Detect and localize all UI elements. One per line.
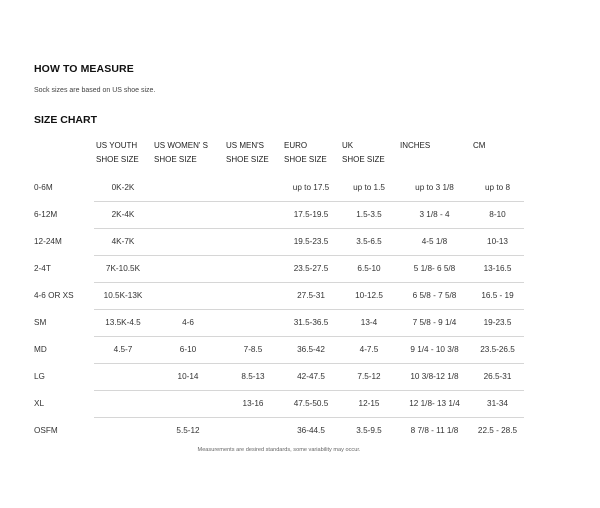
table-row bbox=[34, 310, 524, 337]
table-row bbox=[34, 337, 524, 364]
table-cell bbox=[94, 418, 152, 445]
table-cell: 12 1/8- 13 1/4 bbox=[398, 391, 471, 418]
table-header-row bbox=[34, 139, 524, 175]
size-label-cell: SM bbox=[34, 318, 47, 327]
table-cell: 12-15 bbox=[340, 391, 398, 418]
table-cell bbox=[224, 283, 282, 310]
table-cell: 47.5-50.5 bbox=[282, 391, 340, 418]
table-cell: 8.5-13 bbox=[224, 364, 282, 391]
table-cell: 6.5-10 bbox=[340, 256, 398, 283]
table-cell: 1.5-3.5 bbox=[340, 202, 398, 229]
table-cell: 42-47.5 bbox=[282, 364, 340, 391]
column-header-line: US WOMEN' S bbox=[154, 141, 208, 150]
table-cell: 3.5-9.5 bbox=[340, 418, 398, 445]
size-label-cell: LG bbox=[34, 372, 45, 381]
table-cell: 22.5 - 28.5 bbox=[471, 418, 524, 445]
size-label-cell: 2-4T bbox=[34, 264, 51, 273]
table-cell: 17.5-19.5 bbox=[282, 202, 340, 229]
table-cell: 10-12.5 bbox=[340, 283, 398, 310]
table-cell: 36-44.5 bbox=[282, 418, 340, 445]
size-label-cell: OSFM bbox=[34, 426, 58, 435]
table-cell: 4-6 bbox=[152, 310, 224, 337]
column-header bbox=[282, 139, 340, 175]
table-cell: 36.5-42 bbox=[282, 337, 340, 364]
column-header-line: CM bbox=[473, 141, 486, 150]
column-header-line: SHOE SIZE bbox=[284, 155, 327, 164]
column-header-line: US YOUTH bbox=[96, 141, 138, 150]
table-cell: 10.5K-13K bbox=[94, 283, 152, 310]
table-cell bbox=[224, 202, 282, 229]
size-guide bbox=[34, 62, 534, 454]
table-cell bbox=[224, 310, 282, 337]
column-header-line: EURO bbox=[284, 141, 308, 150]
table-cell: 19-23.5 bbox=[471, 310, 524, 337]
table-cell bbox=[94, 391, 152, 418]
table-cell: 23.5-27.5 bbox=[282, 256, 340, 283]
table-cell bbox=[94, 364, 152, 391]
table-cell bbox=[152, 391, 224, 418]
table-body bbox=[34, 175, 524, 444]
table-cell: 31.5-36.5 bbox=[282, 310, 340, 337]
table-cell: up to 8 bbox=[484, 183, 511, 192]
column-header bbox=[224, 139, 282, 175]
table-cell bbox=[224, 229, 282, 256]
table-cell bbox=[152, 283, 224, 310]
column-header-line: INCHES bbox=[400, 141, 431, 150]
table-cell: 13.5K-4.5 bbox=[94, 310, 152, 337]
table-cell: 7.5-12 bbox=[340, 364, 398, 391]
table-cell: 9 1/4 - 10 3/8 bbox=[398, 337, 471, 364]
table-cell: 4K-7K bbox=[94, 229, 152, 256]
column-header bbox=[398, 139, 471, 175]
column-header bbox=[152, 139, 224, 175]
column-header-line: US MEN'S bbox=[226, 141, 264, 150]
size-chart-table bbox=[34, 139, 524, 444]
table-cell: 19.5-23.5 bbox=[282, 229, 340, 256]
table-cell: 31-34 bbox=[471, 391, 524, 418]
column-header bbox=[340, 139, 398, 175]
table-cell: 16.5 - 19 bbox=[471, 283, 524, 310]
table-cell: 5.5-12 bbox=[152, 418, 224, 445]
size-label-cell: MD bbox=[34, 345, 47, 354]
table-cell: 0K-2K bbox=[111, 183, 135, 192]
table-cell: 5 1/8- 6 5/8 bbox=[398, 256, 471, 283]
table-cell: 13-16.5 bbox=[471, 256, 524, 283]
size-label-cell: 0-6M bbox=[34, 183, 53, 192]
how-to-measure-heading: HOW TO MEASURE bbox=[34, 63, 134, 75]
table-cell: 4-5 1/8 bbox=[398, 229, 471, 256]
table-cell bbox=[224, 175, 282, 202]
measurement-footnote: Measurements are desired standards, some variability may occur. bbox=[197, 447, 361, 453]
table-cell: 27.5-31 bbox=[282, 283, 340, 310]
table-cell: 8-10 bbox=[471, 202, 524, 229]
table-cell: up to 17.5 bbox=[292, 183, 330, 192]
table-row bbox=[34, 175, 524, 202]
table-row bbox=[34, 391, 524, 418]
table-cell: 13-4 bbox=[340, 310, 398, 337]
size-label-cell: 4-6 OR XS bbox=[34, 291, 74, 300]
table-cell: up to 1.5 bbox=[353, 183, 385, 192]
table-cell bbox=[152, 175, 224, 202]
size-label-cell: 6-12M bbox=[34, 210, 58, 219]
table-cell: 13-16 bbox=[224, 391, 282, 418]
table-row bbox=[34, 256, 524, 283]
table-cell: 10 3/8-12 1/8 bbox=[398, 364, 471, 391]
table-cell bbox=[224, 418, 282, 445]
column-header-line: SHOE SIZE bbox=[154, 155, 197, 164]
table-cell: 3.5-6.5 bbox=[340, 229, 398, 256]
size-label-cell: 12-24M bbox=[34, 237, 62, 246]
table-row bbox=[34, 283, 524, 310]
table-cell: 10-14 bbox=[152, 364, 224, 391]
table-cell: 26.5-31 bbox=[471, 364, 524, 391]
column-header-line: SHOE SIZE bbox=[342, 155, 385, 164]
table-cell: 4-7.5 bbox=[340, 337, 398, 364]
column-header-line: UK bbox=[342, 141, 354, 150]
measure-note: Sock sizes are based on US shoe size. bbox=[34, 87, 156, 94]
table-cell: 10-13 bbox=[471, 229, 524, 256]
table-cell: 7-8.5 bbox=[224, 337, 282, 364]
table-row bbox=[34, 418, 524, 445]
table-cell: 6-10 bbox=[152, 337, 224, 364]
table-row bbox=[34, 202, 524, 229]
column-header bbox=[34, 139, 94, 175]
table-cell: 7K-10.5K bbox=[94, 256, 152, 283]
table-cell bbox=[152, 202, 224, 229]
column-header bbox=[94, 139, 152, 175]
table-cell: 3 1/8 - 4 bbox=[398, 202, 471, 229]
table-cell bbox=[224, 256, 282, 283]
table-cell: 6 5/8 - 7 5/8 bbox=[398, 283, 471, 310]
size-chart-heading: SIZE CHART bbox=[34, 114, 97, 126]
column-header-line: SHOE SIZE bbox=[96, 155, 139, 164]
table-cell: up to 3 1/8 bbox=[415, 183, 454, 192]
table-cell: 7 5/8 - 9 1/4 bbox=[398, 310, 471, 337]
table-cell: 4.5-7 bbox=[94, 337, 152, 364]
column-header-line: SHOE SIZE bbox=[226, 155, 269, 164]
size-label-cell: XL bbox=[34, 399, 45, 408]
table-cell: 8 7/8 - 11 1/8 bbox=[398, 418, 471, 445]
table-row bbox=[34, 364, 524, 391]
column-header bbox=[471, 139, 524, 175]
table-cell bbox=[152, 256, 224, 283]
table-cell: 2K-4K bbox=[94, 202, 152, 229]
table-row bbox=[34, 229, 524, 256]
table-cell bbox=[152, 229, 224, 256]
table-cell: 23.5-26.5 bbox=[471, 337, 524, 364]
